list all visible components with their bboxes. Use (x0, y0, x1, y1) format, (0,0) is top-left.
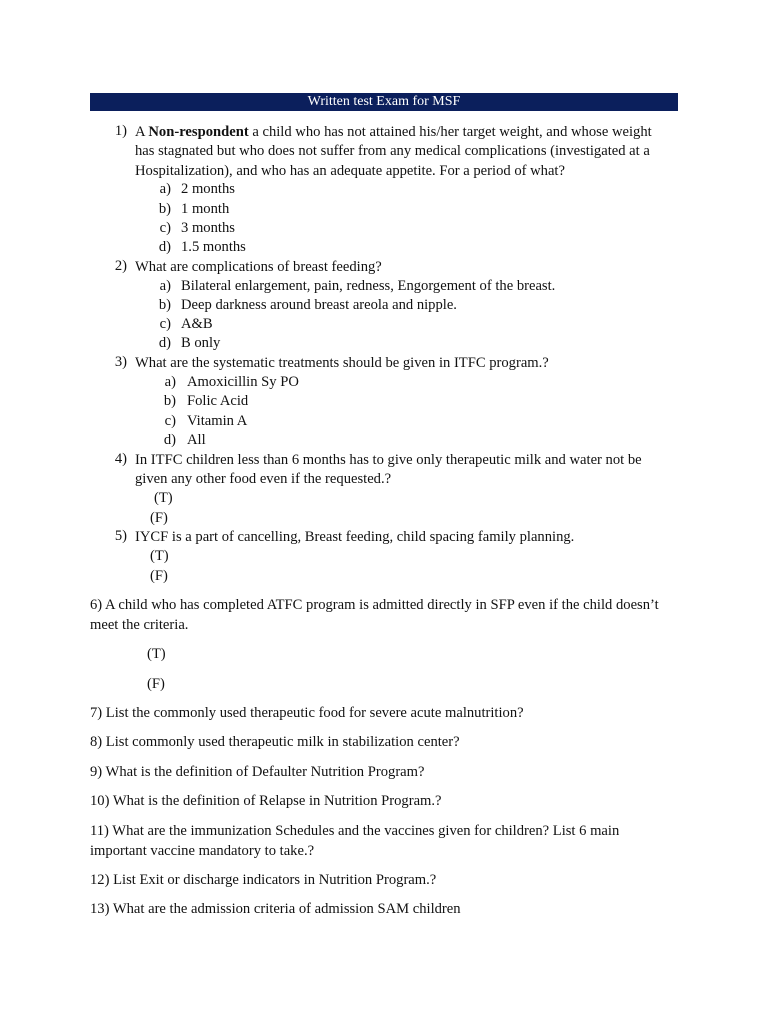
option-label: d) (163, 432, 176, 448)
option-label: c) (159, 316, 171, 332)
true-option: (T) (150, 548, 169, 564)
option-label: d) (158, 239, 171, 255)
q6-line2: meet the criteria. (90, 616, 189, 633)
option-label: a) (164, 374, 176, 390)
question-text (90, 596, 686, 635)
question-10: 10) What is the definition of Relapse in Nutrition Program.? (90, 793, 442, 809)
q1-line1-rest: a child who has not attained his/her target weight, and whose weight (248, 124, 652, 140)
exam-title-bar (90, 93, 678, 111)
question-number: 4) (114, 451, 127, 467)
option-label: a) (159, 181, 171, 197)
question-7: 7) List the commonly used therapeutic food for severe acute malnutrition? (90, 705, 524, 721)
option-text: 1 month (181, 201, 230, 217)
q11-line2: important vaccine mandatory to take.? (90, 842, 315, 859)
option-text: 3 months (181, 220, 235, 236)
option-text: B only (181, 335, 221, 351)
true-option: (T) (147, 646, 166, 662)
option-text: Vitamin A (187, 413, 248, 429)
option-text: Bilateral enlargement, pain, redness, Engorgement of the breast. (181, 278, 556, 294)
true-option: (T) (154, 490, 173, 506)
q1-line3: Hospitalization), and who has an adequate appetite. For a period of what? (135, 162, 565, 179)
question-number: 3) (114, 354, 127, 370)
question-12: 12) List Exit or discharge indicators in Nutrition Program.? (90, 872, 437, 888)
q1-bold-term: Non-respondent (148, 124, 249, 140)
option-label: b) (163, 393, 176, 409)
q4-line1: In ITFC children less than 6 months has to give only therapeutic milk and water not be (135, 452, 642, 468)
option-text: Deep darkness around breast areola and nipple. (181, 297, 457, 313)
option-label: b) (158, 297, 171, 313)
question-number: 5) (114, 528, 127, 544)
q6-line1: 6) A child who has completed ATFC program is admitted directly in SFP even if the child doesn’t (90, 597, 659, 613)
question-number: 1) (114, 123, 127, 139)
question-text: What are the systematic treatments should be given in ITFC program.? (135, 355, 549, 371)
option-text: All (187, 432, 206, 448)
option-label: d) (158, 335, 171, 351)
question-text (135, 123, 695, 181)
q1-prefix: A (135, 124, 149, 140)
question-text: IYCF is a part of cancelling, Breast feeding, child spacing family planning. (135, 529, 575, 545)
option-label: c) (159, 220, 171, 236)
question-text (135, 451, 642, 490)
question-9: 9) What is the definition of Defaulter Nutrition Program? (90, 764, 425, 780)
q11-line1: 11) What are the immunization Schedules and the vaccines given for children? List 6 main (90, 823, 620, 839)
q4-line2: given any other food even if the requested.? (135, 471, 392, 488)
option-text: 2 months (181, 181, 235, 197)
question-8: 8) List commonly used therapeutic milk in stabilization center? (90, 734, 460, 750)
option-text: Amoxicillin Sy PO (187, 374, 299, 390)
question-number: 2) (114, 258, 127, 274)
option-text: Folic Acid (187, 393, 249, 409)
option-label: b) (158, 201, 171, 217)
option-text: A&B (181, 316, 213, 332)
option-label: a) (159, 278, 171, 294)
false-option: (F) (147, 676, 165, 692)
option-text: 1.5 months (181, 239, 246, 255)
question-11 (90, 822, 686, 861)
q1-line2: has stagnated but who does not suffer from any medical complications (investigated at a (135, 143, 650, 160)
question-13: 13) What are the admission criteria of admission SAM children (90, 901, 461, 917)
exam-title: Written test Exam for MSF (307, 94, 461, 109)
option-label: c) (164, 413, 176, 429)
false-option: (F) (150, 510, 168, 526)
question-text: What are complications of breast feeding? (135, 259, 382, 275)
false-option: (F) (150, 568, 168, 584)
